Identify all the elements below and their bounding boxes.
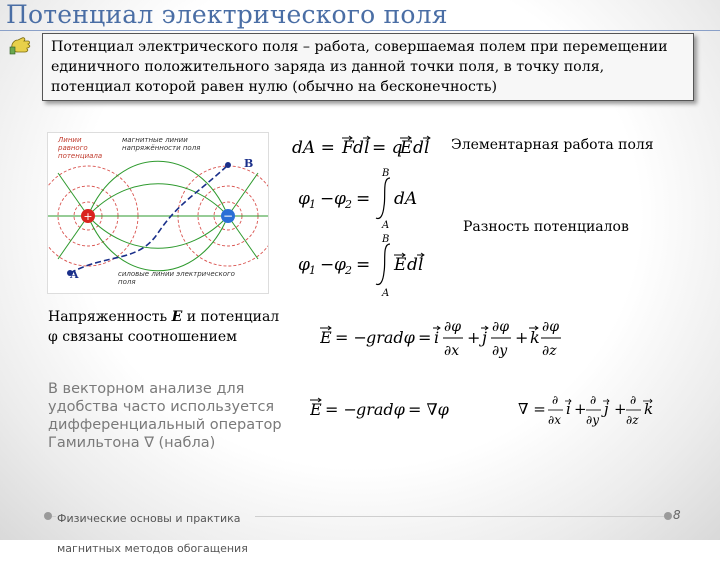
- svg-text:∂x: ∂x: [444, 343, 460, 359]
- svg-text:∂: ∂: [590, 393, 597, 407]
- svg-text:j: j: [482, 328, 487, 347]
- point-a-label: A: [70, 268, 79, 281]
- svg-text:=: =: [418, 328, 432, 347]
- relation-text-e: E: [171, 309, 183, 325]
- svg-text:E: E: [400, 138, 413, 158]
- svg-text:= −: = −: [335, 328, 367, 347]
- svg-text:F: F: [342, 138, 354, 158]
- svg-text:B: B: [382, 168, 390, 179]
- svg-text:= ∇φ: = ∇φ: [408, 400, 449, 419]
- diagram-label-equipotential: Линии равного потенциала: [58, 136, 103, 160]
- svg-text:B: B: [382, 234, 390, 245]
- diagram-label-bottom: силовые линии электрического поля: [118, 270, 235, 286]
- svg-text:i: i: [434, 328, 440, 347]
- svg-text:1: 1: [309, 198, 316, 211]
- svg-text:E: E: [394, 255, 407, 275]
- formula-gradient-expansion: [320, 313, 600, 363]
- formula-potential-difference-work: [298, 166, 438, 230]
- svg-text:φ: φ: [298, 255, 310, 275]
- formula-nabla-definition: [518, 390, 678, 430]
- potential-difference-label: Разность потенциалов: [463, 219, 629, 235]
- slide-title: Потенциал электрического поля: [6, 0, 448, 29]
- svg-text:∂x: ∂x: [548, 413, 561, 427]
- svg-text:2: 2: [345, 198, 352, 211]
- footer-right-line: [255, 516, 665, 517]
- hand-pointer-icon: [8, 34, 34, 58]
- svg-text:∂z: ∂z: [542, 343, 557, 359]
- svg-text:l: l: [364, 138, 370, 158]
- svg-text:= q: = q: [372, 138, 403, 158]
- svg-text:gradφ: gradφ: [366, 328, 415, 347]
- svg-text:φ: φ: [298, 189, 310, 209]
- svg-text:d: d: [413, 138, 424, 158]
- svg-text:j: j: [604, 400, 609, 418]
- svg-text:−: −: [320, 255, 335, 275]
- title-divider: [0, 30, 720, 31]
- relation-text-part1: Напряженность: [48, 309, 172, 325]
- svg-text:l: l: [424, 138, 430, 158]
- svg-text:−: −: [222, 209, 234, 223]
- formula-nabla: [310, 393, 480, 425]
- svg-text:+: +: [515, 328, 529, 347]
- svg-text:∂y: ∂y: [586, 413, 599, 427]
- svg-text:+: +: [467, 328, 481, 347]
- footer-left-dot: [44, 512, 52, 520]
- svg-text:+: +: [574, 400, 587, 418]
- svg-text:E: E: [320, 328, 332, 347]
- diagram-label-field-lines: магнитные линии напряжённости поля: [122, 136, 201, 152]
- svg-text:1: 1: [309, 264, 316, 277]
- svg-text:+: +: [83, 210, 93, 223]
- svg-text:∇ =: ∇ =: [518, 400, 546, 418]
- relation-text-line1: [48, 309, 279, 325]
- svg-text:A: A: [382, 220, 390, 230]
- footer-text: [57, 496, 248, 571]
- hamilton-operator-text: В векторном анализе для удобства часто используется дифференциальный оператор Гамильтона ∇ (набла): [48, 381, 282, 451]
- footer-line-1: Физические основы и практика: [57, 512, 241, 525]
- svg-text:gradφ: gradφ: [356, 400, 405, 419]
- formula-potential-difference-field: [298, 232, 438, 298]
- svg-text:φ: φ: [334, 189, 346, 209]
- svg-text:∂φ: ∂φ: [542, 319, 560, 335]
- formula-elementary-work: [292, 133, 440, 161]
- svg-text:∂z: ∂z: [626, 413, 639, 427]
- svg-text:−: −: [320, 189, 335, 209]
- svg-text:=: =: [356, 255, 371, 275]
- svg-text:A: A: [382, 288, 390, 298]
- svg-text:∂y: ∂y: [492, 343, 508, 359]
- footer-line-2: магнитных методов обогащения: [57, 542, 248, 555]
- svg-text:dA: dA: [394, 189, 418, 209]
- svg-text:∂φ: ∂φ: [444, 319, 462, 335]
- svg-text:dA =: dA =: [292, 138, 335, 158]
- svg-text:E: E: [310, 400, 322, 419]
- svg-text:i: i: [566, 400, 571, 418]
- svg-text:l: l: [418, 255, 424, 275]
- elementary-work-label: Элементарная работа поля: [451, 137, 654, 153]
- point-b-label: B: [244, 157, 254, 170]
- footer-right-dot: [664, 512, 672, 520]
- footer-left-line: [52, 516, 56, 517]
- svg-text:+: +: [614, 400, 627, 418]
- relation-text-part2: и потенциал: [182, 309, 280, 325]
- svg-text:∂φ: ∂φ: [492, 319, 510, 335]
- svg-text:k: k: [644, 400, 654, 418]
- svg-text:φ: φ: [334, 255, 346, 275]
- definition-box: Потенциал электрического поля – работа, совершаемая полем при перемещении единичного положительного заряда из данной точки поля, в точку поля, потенциал которой равен нулю (обычно на бесконечность): [42, 33, 694, 101]
- svg-text:d: d: [407, 255, 418, 275]
- svg-text:2: 2: [345, 264, 352, 277]
- relation-text-line2: φ связаны соотношением: [48, 329, 238, 345]
- svg-text:= −: = −: [325, 400, 357, 419]
- svg-text:∂: ∂: [630, 393, 637, 407]
- svg-text:d: d: [353, 138, 364, 158]
- page-number: 8: [673, 508, 681, 522]
- svg-text:∂: ∂: [552, 393, 559, 407]
- svg-text:=: =: [356, 189, 371, 209]
- svg-text:k: k: [530, 328, 540, 347]
